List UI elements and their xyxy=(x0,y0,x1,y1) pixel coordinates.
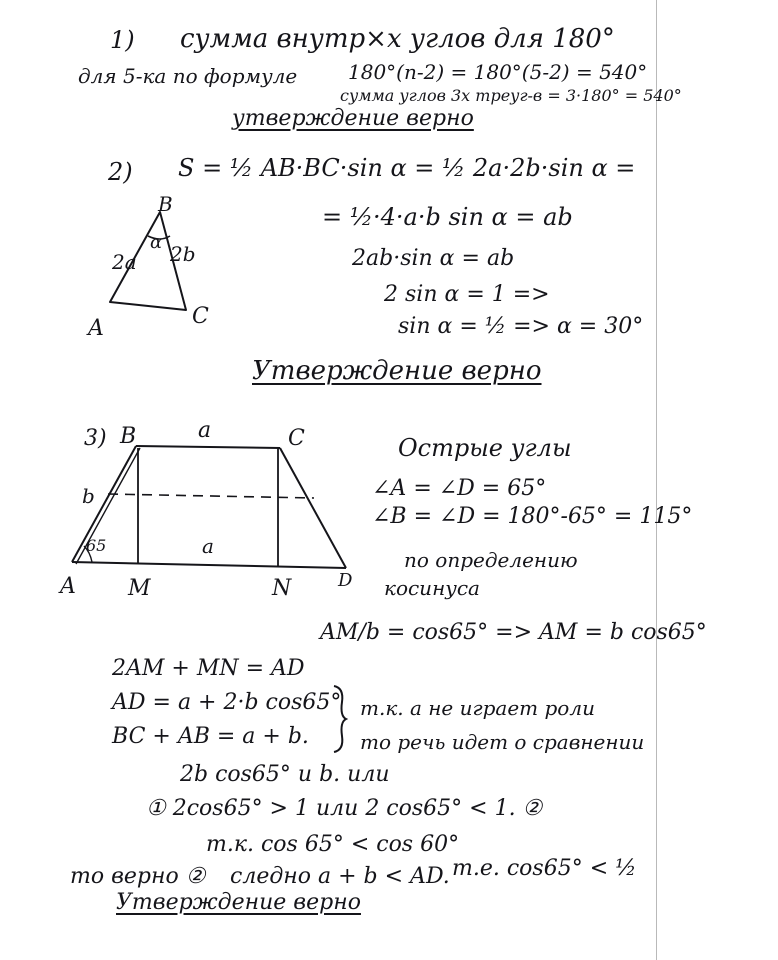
trapezoid-label-side-b: b xyxy=(82,484,95,508)
trapezoid-label-m: M xyxy=(128,576,151,601)
part3-note1: т.к. a не играет роли xyxy=(360,696,595,720)
part1-line2-formula: 180°(n-2) = 180°(5-2) = 540° xyxy=(348,60,648,84)
part3-verdict: Утверждение верно xyxy=(116,890,361,915)
trapezoid-label-d: D xyxy=(338,570,353,591)
triangle-vertex-b: B xyxy=(158,192,173,216)
part3-eq3: BC + AB = a + b. xyxy=(112,724,309,749)
part3-compare: 2b cos65° и b. или xyxy=(180,762,390,787)
part1-number: 1) xyxy=(110,26,135,54)
part1-verdict: утверждение верно xyxy=(232,106,474,131)
part2-line4: 2 sin α = 1 => xyxy=(384,282,550,307)
triangle-vertex-a: A xyxy=(88,316,104,341)
part2-line3: 2ab·sin α = ab xyxy=(352,246,515,271)
page-edge-line xyxy=(656,0,657,960)
part3-right5: косинуса xyxy=(384,576,480,600)
part3-tk2: т.е. cos65° < ½ xyxy=(452,856,637,881)
trapezoid-label-angle: 65 xyxy=(86,536,107,555)
part3-tk-line: т.к. cos 65° < cos 60° xyxy=(206,832,460,857)
part3-final-left: то верно ② xyxy=(70,864,206,889)
triangle-side-left: 2a xyxy=(112,250,137,274)
part3-right3: ∠B = ∠D = 180°-65° = 115° xyxy=(372,504,693,529)
part3-right2: ∠A = ∠D = 65° xyxy=(372,476,547,501)
part3-options: ① 2cos65° > 1 или 2 cos65° < 1. ② xyxy=(146,796,543,821)
trapezoid-label-b: B xyxy=(120,424,137,449)
trapezoid-label-c: C xyxy=(288,426,305,451)
trapezoid-label-n: N xyxy=(272,576,292,601)
part2-line1: S = ½ AB·BC·sin α = ½ 2a·2b·sin α = xyxy=(178,154,636,182)
trapezoid-label-middle-a: a xyxy=(202,534,214,558)
triangle-vertex-c: C xyxy=(192,304,209,329)
part3-right4: по определению xyxy=(404,548,578,572)
trapezoid-figure xyxy=(64,426,364,580)
part2-line5: sin α = ½ => α = 30° xyxy=(398,314,644,339)
part3-number: 3) xyxy=(84,426,107,451)
triangle-side-right: 2b xyxy=(170,242,196,266)
part2-line2: = ½·4·a·b sin α = ab xyxy=(322,203,573,231)
part1-line2-left: для 5-ка по формуле xyxy=(78,64,298,88)
part3-final-mid: следно a + b < AD. xyxy=(230,864,450,889)
brace xyxy=(330,684,350,754)
part3-right1: Острые углы xyxy=(398,434,572,462)
triangle-angle-label: α xyxy=(150,232,163,253)
part2-number: 2) xyxy=(108,158,133,186)
part1-line3: сумма углов 3х треуг-в = 3·180° = 540° xyxy=(340,86,682,105)
part3-eq2: AD = a + 2·b cos65° xyxy=(112,690,342,715)
part3-note2: то речь идет о сравнении xyxy=(360,730,645,754)
trapezoid-label-a: A xyxy=(60,574,76,599)
part2-verdict: Утверждение верно xyxy=(252,356,542,386)
part3-eq1: 2AM + MN = AD xyxy=(112,656,305,681)
part1-line1: сумма внутр×х углов для 180° xyxy=(180,24,615,54)
part3-am-line: AM/b = cos65° => AM = b cos65° xyxy=(320,620,707,645)
trapezoid-label-top-a: a xyxy=(198,418,212,443)
